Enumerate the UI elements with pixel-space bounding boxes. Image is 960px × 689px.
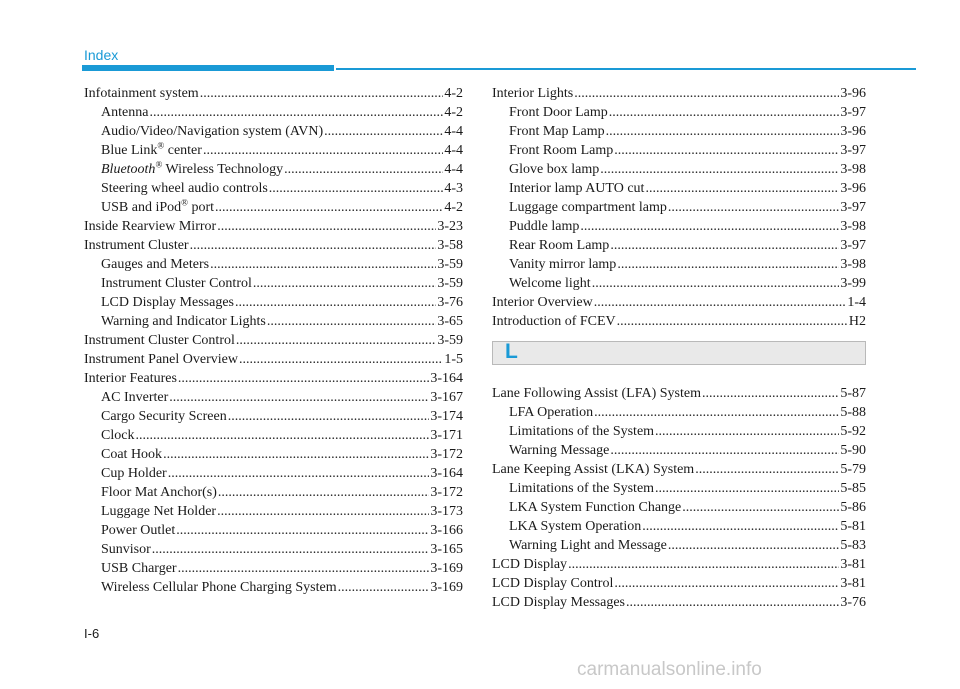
leader-dots bbox=[682, 498, 839, 517]
entry-label: Interior Features bbox=[84, 371, 177, 386]
entry-label: Sunvisor bbox=[101, 542, 151, 557]
entry-page-ref: 3-96 bbox=[840, 86, 866, 101]
index-entry bbox=[492, 555, 866, 574]
entry-page-ref: 5-88 bbox=[840, 405, 866, 420]
entry-page-ref: 1-5 bbox=[444, 352, 463, 367]
leader-dots bbox=[267, 312, 436, 331]
header-bar-thin bbox=[336, 68, 916, 70]
entry-label: Warning Light and Message bbox=[509, 538, 667, 553]
index-subentry bbox=[84, 274, 463, 293]
entry-page-ref: 5-90 bbox=[840, 443, 866, 458]
entry-page-ref: 4-2 bbox=[444, 105, 463, 120]
entry-label: Antenna bbox=[101, 105, 149, 120]
entry-label: Warning and Indicator Lights bbox=[101, 314, 266, 329]
entry-page-ref: 3-172 bbox=[430, 447, 463, 462]
leader-dots bbox=[178, 559, 430, 578]
leader-dots bbox=[324, 122, 443, 141]
entry-label: Instrument Panel Overview bbox=[84, 352, 238, 367]
index-subentry bbox=[492, 403, 866, 422]
index-subentry bbox=[84, 160, 463, 179]
entry-page-ref: 3-97 bbox=[840, 143, 866, 158]
entry-label: Lane Following Assist (LFA) System bbox=[492, 386, 701, 401]
entry-label: Introduction of FCEV bbox=[492, 314, 616, 329]
entry-page-ref: 3-173 bbox=[430, 504, 463, 519]
index-subentry bbox=[84, 559, 463, 578]
entry-page-ref: H2 bbox=[848, 314, 866, 329]
entry-label: Clock bbox=[101, 428, 135, 443]
index-subentry bbox=[492, 179, 866, 198]
entry-label: Power Outlet bbox=[101, 523, 176, 538]
entry-page-ref: 3-98 bbox=[840, 257, 866, 272]
leader-dots bbox=[568, 555, 839, 574]
leader-dots bbox=[695, 460, 839, 479]
entry-page-ref: 3-164 bbox=[430, 466, 463, 481]
index-subentry bbox=[84, 578, 463, 597]
entry-label: Luggage Net Holder bbox=[101, 504, 217, 519]
index-subentry bbox=[492, 536, 866, 555]
index-subentry bbox=[84, 426, 463, 445]
entry-label: Puddle lamp bbox=[509, 219, 580, 234]
entry-page-ref: 3-81 bbox=[840, 557, 866, 572]
entry-label: Wireless Cellular Phone Charging System bbox=[101, 580, 337, 595]
header-bar-thick bbox=[82, 65, 334, 71]
entry-label: Front Room Lamp bbox=[509, 143, 614, 158]
entry-label: LFA Operation bbox=[509, 405, 594, 420]
leader-dots bbox=[178, 369, 429, 388]
entry-page-ref: 3-59 bbox=[437, 276, 463, 291]
leader-dots bbox=[600, 160, 839, 179]
leader-dots bbox=[594, 403, 839, 422]
leader-dots bbox=[655, 479, 839, 498]
index-entry bbox=[492, 574, 866, 593]
index-right-bottom-list bbox=[492, 384, 866, 612]
leader-dots bbox=[626, 593, 839, 612]
entry-label: Cup Holder bbox=[101, 466, 167, 481]
leader-dots bbox=[338, 578, 430, 597]
entry-label: Instrument Cluster bbox=[84, 238, 189, 253]
leader-dots bbox=[169, 388, 429, 407]
leader-dots bbox=[614, 574, 839, 593]
entry-page-ref: 4-4 bbox=[444, 162, 463, 177]
entry-label: LKA System Function Change bbox=[509, 500, 682, 515]
entry-page-ref: 3-76 bbox=[840, 595, 866, 610]
entry-label: Vanity mirror lamp bbox=[509, 257, 617, 272]
entry-label: Blue Link® center bbox=[101, 140, 202, 158]
index-subentry bbox=[84, 179, 463, 198]
entry-page-ref: 3-97 bbox=[840, 200, 866, 215]
leader-dots bbox=[235, 293, 436, 312]
index-subentry bbox=[84, 255, 463, 274]
entry-label: Front Map Lamp bbox=[509, 124, 605, 139]
entry-page-ref: 3-174 bbox=[430, 409, 463, 424]
entry-page-ref: 3-166 bbox=[430, 523, 463, 538]
leader-dots bbox=[702, 384, 839, 403]
entry-page-ref: 4-4 bbox=[444, 124, 463, 139]
entry-page-ref: 5-86 bbox=[840, 500, 866, 515]
leader-dots bbox=[269, 179, 444, 198]
index-subentry bbox=[84, 103, 463, 122]
entry-label: Interior Lights bbox=[492, 86, 574, 101]
index-subentry bbox=[84, 122, 463, 141]
leader-dots bbox=[239, 350, 443, 369]
leader-dots bbox=[135, 426, 429, 445]
index-entry bbox=[84, 236, 463, 255]
entry-label: Warning Message bbox=[509, 443, 610, 458]
leader-dots bbox=[594, 293, 847, 312]
page-number: I-6 bbox=[84, 626, 100, 641]
index-entry bbox=[84, 369, 463, 388]
leader-dots bbox=[217, 502, 429, 521]
entry-label: Front Door Lamp bbox=[509, 105, 608, 120]
entry-page-ref: 5-81 bbox=[840, 519, 866, 534]
leader-dots bbox=[217, 217, 436, 236]
index-entry bbox=[492, 384, 866, 403]
index-right-top-list bbox=[492, 84, 866, 331]
leader-dots bbox=[655, 422, 839, 441]
index-subentry bbox=[492, 236, 866, 255]
entry-label: Floor Mat Anchor(s) bbox=[101, 485, 217, 500]
entry-label: Instrument Cluster Control bbox=[84, 333, 235, 348]
index-subentry bbox=[84, 483, 463, 502]
entry-page-ref: 4-4 bbox=[444, 143, 463, 158]
index-entry bbox=[84, 350, 463, 369]
leader-dots bbox=[200, 84, 444, 103]
entry-label: LCD Display Messages bbox=[492, 595, 625, 610]
leader-dots bbox=[228, 407, 430, 426]
leader-dots bbox=[668, 536, 839, 555]
entry-page-ref: 5-87 bbox=[840, 386, 866, 401]
entry-label: Gauges and Meters bbox=[101, 257, 210, 272]
entry-label: USB and iPod® port bbox=[101, 197, 215, 215]
entry-page-ref: 3-171 bbox=[430, 428, 463, 443]
leader-dots bbox=[152, 540, 430, 559]
index-subentry bbox=[84, 502, 463, 521]
entry-label: Rear Room Lamp bbox=[509, 238, 610, 253]
entry-page-ref: 3-58 bbox=[437, 238, 463, 253]
index-subentry bbox=[84, 407, 463, 426]
index-subentry bbox=[492, 217, 866, 236]
index-left-column bbox=[84, 84, 463, 597]
index-subentry bbox=[492, 103, 866, 122]
entry-label: Glove box lamp bbox=[509, 162, 600, 177]
leader-dots bbox=[617, 255, 839, 274]
index-subentry bbox=[84, 388, 463, 407]
entry-page-ref: 3-169 bbox=[430, 580, 463, 595]
entry-page-ref: 3-59 bbox=[437, 333, 463, 348]
entry-label: LCD Display Control bbox=[492, 576, 614, 591]
leader-dots bbox=[609, 103, 840, 122]
index-subentry bbox=[492, 255, 866, 274]
index-right-column bbox=[492, 84, 866, 612]
entry-page-ref: 1-4 bbox=[847, 295, 866, 310]
index-subentry bbox=[492, 160, 866, 179]
entry-page-ref: 3-97 bbox=[840, 238, 866, 253]
index-subentry bbox=[492, 517, 866, 536]
section-header-l bbox=[492, 341, 866, 365]
entry-page-ref: 3-65 bbox=[437, 314, 463, 329]
leader-dots bbox=[668, 198, 839, 217]
index-subentry bbox=[492, 441, 866, 460]
entry-page-ref: 3-76 bbox=[437, 295, 463, 310]
entry-label: Coat Hook bbox=[101, 447, 163, 462]
leader-dots bbox=[610, 441, 839, 460]
index-subentry bbox=[84, 521, 463, 540]
leader-dots bbox=[253, 274, 436, 293]
entry-label: Cargo Security Screen bbox=[101, 409, 227, 424]
entry-page-ref: 5-83 bbox=[840, 538, 866, 553]
entry-page-ref: 4-3 bbox=[444, 181, 463, 196]
leader-dots bbox=[592, 274, 840, 293]
leader-dots bbox=[163, 445, 429, 464]
leader-dots bbox=[642, 517, 839, 536]
entry-label: Audio/Video/Navigation system (AVN) bbox=[101, 124, 324, 139]
index-subentry bbox=[84, 464, 463, 483]
index-subentry bbox=[492, 122, 866, 141]
entry-label: Interior lamp AUTO cut bbox=[509, 181, 645, 196]
index-subentry bbox=[84, 445, 463, 464]
entry-label: Bluetooth® Wireless Technology bbox=[101, 159, 284, 177]
leader-dots bbox=[645, 179, 839, 198]
entry-label: Infotainment system bbox=[84, 86, 199, 101]
entry-label: Luggage compartment lamp bbox=[509, 200, 667, 215]
entry-page-ref: 3-165 bbox=[430, 542, 463, 557]
index-entry bbox=[84, 331, 463, 350]
entry-page-ref: 3-169 bbox=[430, 561, 463, 576]
entry-page-ref: 5-92 bbox=[840, 424, 866, 439]
index-header-title: Index bbox=[84, 47, 119, 63]
section-letter: L bbox=[505, 340, 518, 363]
entry-label: Instrument Cluster Control bbox=[101, 276, 252, 291]
entry-page-ref: 3-172 bbox=[430, 485, 463, 500]
entry-label: Steering wheel audio controls bbox=[101, 181, 268, 196]
leader-dots bbox=[614, 141, 839, 160]
entry-label: USB Charger bbox=[101, 561, 177, 576]
entry-page-ref: 3-81 bbox=[840, 576, 866, 591]
leader-dots bbox=[218, 483, 429, 502]
entry-page-ref: 3-96 bbox=[840, 124, 866, 139]
index-subentry bbox=[492, 498, 866, 517]
entry-page-ref: 5-85 bbox=[840, 481, 866, 496]
index-entry bbox=[492, 312, 866, 331]
entry-page-ref: 3-97 bbox=[840, 105, 866, 120]
leader-dots bbox=[284, 160, 443, 179]
leader-dots bbox=[236, 331, 436, 350]
entry-label: Lane Keeping Assist (LKA) System bbox=[492, 462, 695, 477]
index-subentry bbox=[84, 312, 463, 331]
entry-page-ref: 3-164 bbox=[430, 371, 463, 386]
leader-dots bbox=[210, 255, 436, 274]
entry-label: LCD Display Messages bbox=[101, 295, 234, 310]
leader-dots bbox=[617, 312, 848, 331]
index-entry bbox=[492, 593, 866, 612]
leader-dots bbox=[215, 198, 443, 217]
entry-page-ref: 4-2 bbox=[444, 200, 463, 215]
index-subentry bbox=[84, 198, 463, 217]
entry-page-ref: 3-23 bbox=[437, 219, 463, 234]
index-entry bbox=[492, 84, 866, 103]
leader-dots bbox=[168, 464, 430, 483]
entry-page-ref: 3-59 bbox=[437, 257, 463, 272]
entry-page-ref: 3-98 bbox=[840, 162, 866, 177]
entry-label: AC Inverter bbox=[101, 390, 169, 405]
index-subentry bbox=[492, 422, 866, 441]
entry-label: LKA System Operation bbox=[509, 519, 642, 534]
entry-label: Welcome light bbox=[509, 276, 591, 291]
entry-label: Interior Overview bbox=[492, 295, 593, 310]
entry-page-ref: 5-79 bbox=[840, 462, 866, 477]
index-subentry bbox=[84, 141, 463, 160]
watermark: carmanualsonline.info bbox=[577, 659, 762, 680]
entry-label: Limitations of the System bbox=[509, 481, 655, 496]
entry-label: Inside Rearview Mirror bbox=[84, 219, 217, 234]
entry-label: Limitations of the System bbox=[509, 424, 655, 439]
index-subentry bbox=[492, 479, 866, 498]
index-subentry bbox=[84, 540, 463, 559]
leader-dots bbox=[580, 217, 839, 236]
entry-page-ref: 3-167 bbox=[430, 390, 463, 405]
index-entry bbox=[492, 293, 866, 312]
leader-dots bbox=[574, 84, 839, 103]
leader-dots bbox=[190, 236, 437, 255]
leader-dots bbox=[149, 103, 443, 122]
index-subentry bbox=[84, 293, 463, 312]
entry-page-ref: 4-2 bbox=[444, 86, 463, 101]
index-entry bbox=[492, 460, 866, 479]
index-subentry bbox=[492, 141, 866, 160]
leader-dots bbox=[606, 122, 840, 141]
entry-label: LCD Display bbox=[492, 557, 568, 572]
leader-dots bbox=[203, 141, 443, 160]
index-entry bbox=[84, 84, 463, 103]
entry-page-ref: 3-96 bbox=[840, 181, 866, 196]
entry-page-ref: 3-99 bbox=[840, 276, 866, 291]
entry-page-ref: 3-98 bbox=[840, 219, 866, 234]
leader-dots bbox=[176, 521, 429, 540]
index-entry bbox=[84, 217, 463, 236]
index-subentry bbox=[492, 198, 866, 217]
leader-dots bbox=[610, 236, 839, 255]
index-subentry bbox=[492, 274, 866, 293]
